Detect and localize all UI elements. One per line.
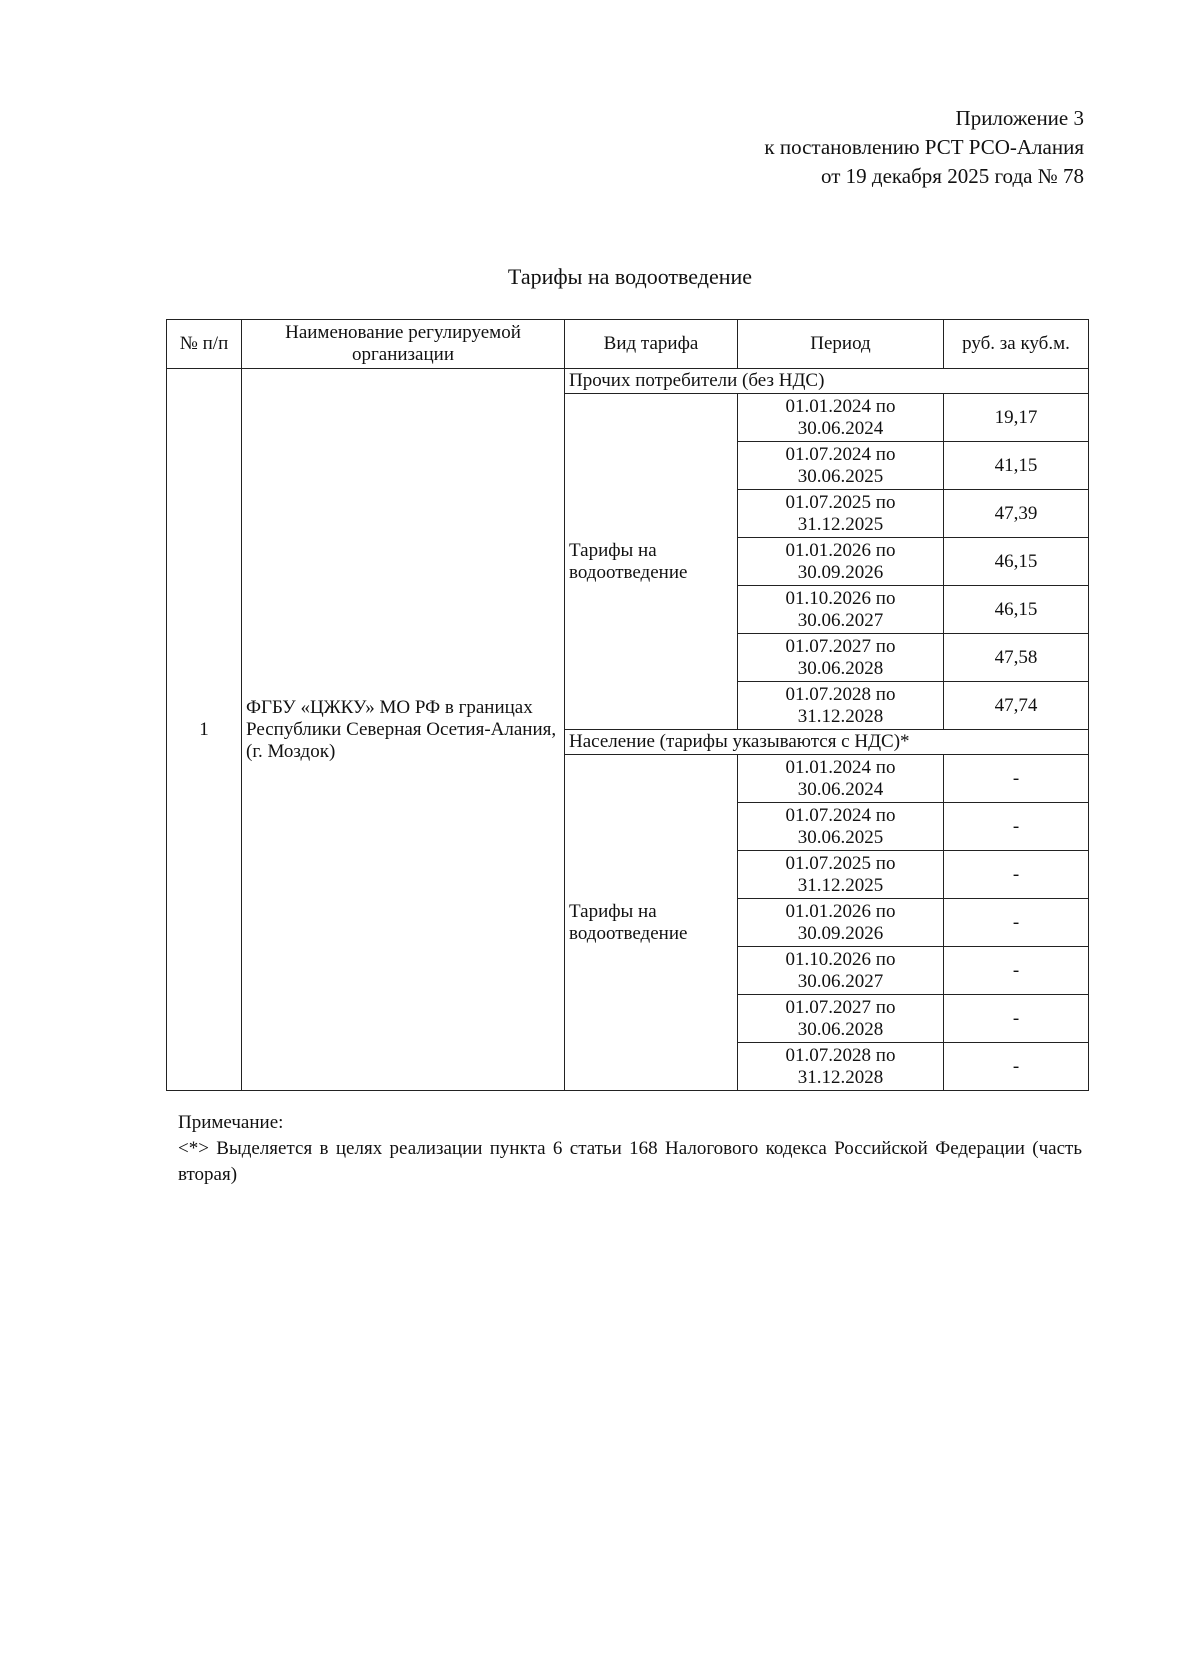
- price-cell: -: [944, 803, 1089, 851]
- resolution-reference: к постановлению РСТ РСО-Алания: [764, 135, 1084, 159]
- appendix-label: Приложение 3: [955, 106, 1084, 130]
- price-cell: 19,17: [944, 394, 1089, 442]
- document-header: [764, 104, 1084, 191]
- period-cell: 01.07.2027 по 30.06.2028: [738, 634, 944, 682]
- tariff-table: [166, 319, 1089, 1091]
- resolution-date: от 19 декабря 2025 года № 78: [821, 164, 1084, 188]
- price-cell: 47,58: [944, 634, 1089, 682]
- price-cell: -: [944, 947, 1089, 995]
- period-cell: 01.07.2025 по 31.12.2025: [738, 490, 944, 538]
- table-header-row: [167, 320, 1089, 369]
- group-title: Население (тарифы указываются с НДС)*: [565, 730, 1089, 755]
- price-cell: -: [944, 995, 1089, 1043]
- footnote-label: Примечание:: [178, 1112, 284, 1133]
- row-number: 1: [167, 369, 242, 1091]
- price-cell: -: [944, 1043, 1089, 1091]
- page-title: Тарифы на водоотведение: [507, 264, 753, 289]
- group-title: Прочих потребители (без НДС): [565, 369, 1089, 394]
- organization-name: ФГБУ «ЦЖКУ» МО РФ в границах Республики Северная Осетия-Алания, (г. Моздок): [242, 369, 565, 1091]
- period-cell: 01.01.2026 по 30.09.2026: [738, 899, 944, 947]
- footnote-text: <*> Выделяется в целях реализации пункта 6 статьи 168 Налогового кодекса Российской Федерации (часть вторая): [178, 1138, 1082, 1185]
- period-cell: 01.07.2024 по 30.06.2025: [738, 803, 944, 851]
- period-cell: 01.07.2028 по 31.12.2028: [738, 682, 944, 730]
- period-cell: 01.07.2025 по 31.12.2025: [738, 851, 944, 899]
- col-header-number: № п/п: [167, 320, 242, 369]
- price-cell: 46,15: [944, 586, 1089, 634]
- price-cell: -: [944, 851, 1089, 899]
- price-cell: 41,15: [944, 442, 1089, 490]
- period-cell: 01.10.2026 по 30.06.2027: [738, 947, 944, 995]
- col-header-tariff-type: Вид тарифа: [565, 320, 738, 369]
- tariff-type: Тарифы на водоотведение: [565, 394, 738, 730]
- footnote: [178, 1110, 1082, 1188]
- price-cell: 47,74: [944, 682, 1089, 730]
- period-cell: 01.07.2028 по 31.12.2028: [738, 1043, 944, 1091]
- tariff-type: Тарифы на водоотведение: [565, 755, 738, 1091]
- period-cell: 01.10.2026 по 30.06.2027: [738, 586, 944, 634]
- price-cell: 47,39: [944, 490, 1089, 538]
- price-cell: -: [944, 755, 1089, 803]
- col-header-organization: Наименование регулируемой организации: [242, 320, 565, 369]
- period-cell: 01.01.2026 по 30.09.2026: [738, 538, 944, 586]
- period-cell: 01.01.2024 по 30.06.2024: [738, 755, 944, 803]
- period-cell: 01.01.2024 по 30.06.2024: [738, 394, 944, 442]
- col-header-period: Период: [738, 320, 944, 369]
- col-header-price: руб. за куб.м.: [944, 320, 1089, 369]
- group-title-row: [167, 369, 1089, 394]
- period-cell: 01.07.2024 по 30.06.2025: [738, 442, 944, 490]
- price-cell: -: [944, 899, 1089, 947]
- period-cell: 01.07.2027 по 30.06.2028: [738, 995, 944, 1043]
- price-cell: 46,15: [944, 538, 1089, 586]
